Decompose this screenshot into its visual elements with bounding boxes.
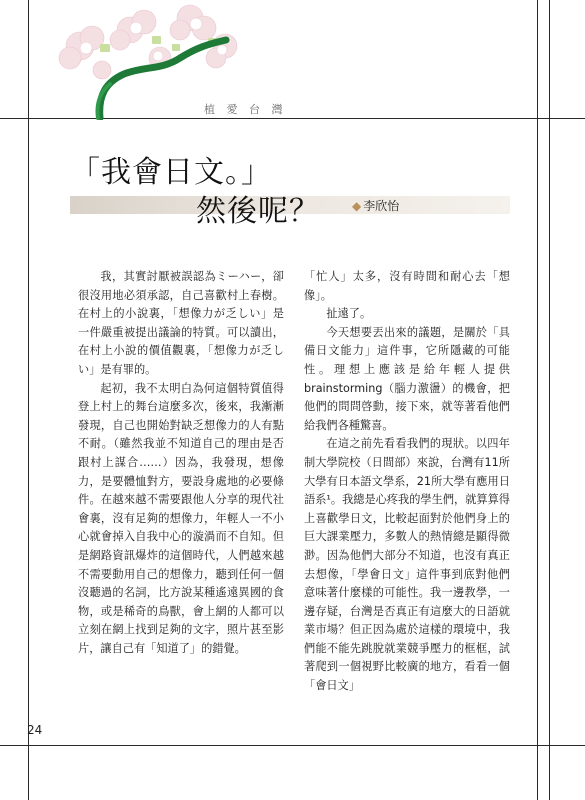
body-paragraph: 起初，我不太明白為何這個特質值得登上村上的舞台這麼多次，後來，我漸漸發現，自己也開始對缺乏想像力的人有點不耐。（雖然我並不知道自己的理由是否跟村上謀合……）因為，我發現，想像力，是要體恤對方，要設身處地的必要條件。在越來越不需要跟他人分享的現代社會裏，沒有足夠的想像力，年輕人一不小心就會掉入自我中心的漩渦而不自知。但是網路資訊爆炸的這個時代，人們越來越不需要動用自己的想像力，聽到任何一個沒聽過的名詞，比方說某種遙遠異國的食物，或是稀奇的鳥獸，會上網的人都可以立刻在網上找到足夠的文字，照片甚至影片，讓自己有「知道了」的錯覺。	[78, 381, 284, 655]
author-byline	[352, 197, 399, 214]
body-paragraph: 在這之前先看看我們的現狀。以四年制大學院校（日間部）來說，台灣有11所大學有日本語文學系，21所大學有應用日語系¹。我總是心疼我的學生們，就算算得上喜歡學日文，比較起面對於他們身上的巨大課業壓力，多數人的熱情總是顯得微渺。因為他們大部分不知道，也沒有真正去想像，「學會日文」這件事到底對他們意味著什麼樣的可能性。我一邊教學，一邊存疑，台灣是否真正有這麼大的日語就業市場？但正因為處於這樣的環境中，我們能不能先跳脫就業競爭壓力的框框，試著爬到一個視野比較廣的地方，看看一個「會日文」	[304, 437, 510, 693]
body-column-left	[78, 268, 284, 658]
bottom-margin-rule	[0, 745, 585, 746]
left-margin-rule	[28, 0, 29, 800]
right-margin-rule-outer	[549, 0, 550, 800]
body-paragraph: 「忙人」太多，沒有時間和耐心去「想像」。	[304, 270, 510, 302]
page-number: 24	[27, 723, 43, 737]
body-paragraph: 扯遠了。	[326, 307, 372, 321]
author-name: 李欣怡	[363, 199, 400, 213]
body-paragraph: 我，其實討厭被誤認為ミーハー，卻很沒用地必須承認，自己喜歡村上春樹。在村上的小說裏，「想像力が乏しい」是一件嚴重被提出議論的特質。可以讀出，在村上小說的價值觀裏，「想像力が乏しい」是有罪的。	[78, 270, 284, 376]
body-paragraph: 今天想要丟出來的議題，是關於「具備日文能力」這件事，它所隱藏的可能性。理想上應該是給年輕人提供brainstorming（腦力激盪）的機會，把他們的問問啓動，接下來，就等著看他們給我們各種驚喜。	[304, 325, 510, 432]
article-title-line1: 「我會日文。」	[70, 155, 272, 190]
section-label: 植 愛 台 灣	[204, 103, 287, 116]
right-margin-rule-inner	[537, 0, 538, 800]
article-title-line2: 然後呢？	[196, 194, 320, 229]
diamond-icon: ◆	[352, 199, 362, 213]
body-column-right	[304, 268, 510, 696]
